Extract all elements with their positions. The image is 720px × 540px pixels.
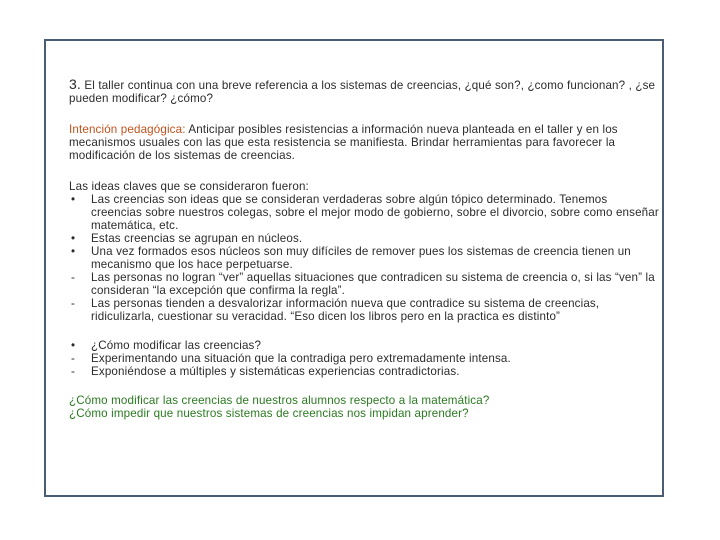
list-marker: - — [71, 271, 76, 284]
list-item-text: Las personas tienden a desvalorizar información nueva que contradice su sistema de creencias, ridiculizarla, cuestionar su veracidad. “Eso dicen los libros pero en la practica es distinto” — [91, 297, 600, 323]
modify-list — [69, 339, 659, 378]
list-item-text: Exponiéndose a múltiples y sistemáticas experiencias contradictorias. — [91, 365, 460, 378]
list-marker: • — [71, 232, 76, 245]
list-item — [69, 297, 659, 323]
list-marker: - — [71, 297, 76, 310]
list-marker: • — [71, 339, 76, 352]
list-item — [69, 245, 659, 271]
list-marker: - — [71, 365, 76, 378]
list-item-text: Experimentando una situación que la contradiga pero extremadamente intensa. — [91, 352, 511, 365]
list-item-text: Las personas no logran “ver” aquellas situaciones que contradicen su sistema de creencia o, si las “ven” la consideran “la excepción que confirma la regla”. — [91, 271, 655, 297]
section-number: 3. — [69, 76, 81, 92]
list-item-text: Estas creencias se agrupan en núcleos. — [91, 232, 303, 245]
list-item — [69, 232, 659, 245]
ideas-heading: Las ideas claves que se consideraron fueron: — [69, 180, 309, 193]
list-marker: - — [71, 352, 76, 365]
closing-question-2: ¿Cómo impedir que nuestros sistemas de creencias nos impidan aprender? — [69, 407, 469, 420]
list-item-text: Una vez formados esos núcleos son muy difíciles de remover pues los sistemas de creencia tienen un mecanismo que los hace perpetuarse. — [91, 245, 631, 271]
list-item — [69, 352, 659, 365]
intent-text: Anticipar posibles resistencias a información nueva planteada en el taller y en los mecanismos usuales con las que esta resistencia se manifiesta. Brindar herramientas para favorecer la modificación de los sistemas de creencias. — [69, 123, 618, 162]
closing-question-1: ¿Cómo modificar las creencias de nuestros alumnos respecto a la matemática? — [69, 394, 490, 407]
intent-label: Intención pedagógica: — [69, 123, 186, 136]
list-item — [69, 271, 659, 297]
list-item — [69, 339, 659, 352]
slide-content — [69, 78, 659, 420]
list-item-text: Las creencias son ideas que se consideran verdaderas sobre algún tópico determinado. Tenemos creencias sobre nuestros colegas, sobre el mejor modo de gobierno, sobre el divorcio, sobre como enseñar matemática, etc. — [91, 193, 659, 232]
list-marker: • — [71, 245, 76, 258]
list-item — [69, 365, 659, 378]
list-marker: • — [71, 193, 76, 206]
list-item — [69, 193, 659, 232]
ideas-list — [69, 193, 659, 323]
intro-text: El taller continua con una breve referencia a los sistemas de creencias, ¿qué son?, ¿como funcionan? , ¿se pueden modificar? ¿cómo? — [69, 79, 656, 105]
intent-paragraph — [69, 123, 659, 162]
list-item-text: ¿Cómo modificar las creencias? — [91, 339, 262, 352]
intro-paragraph — [69, 78, 659, 105]
